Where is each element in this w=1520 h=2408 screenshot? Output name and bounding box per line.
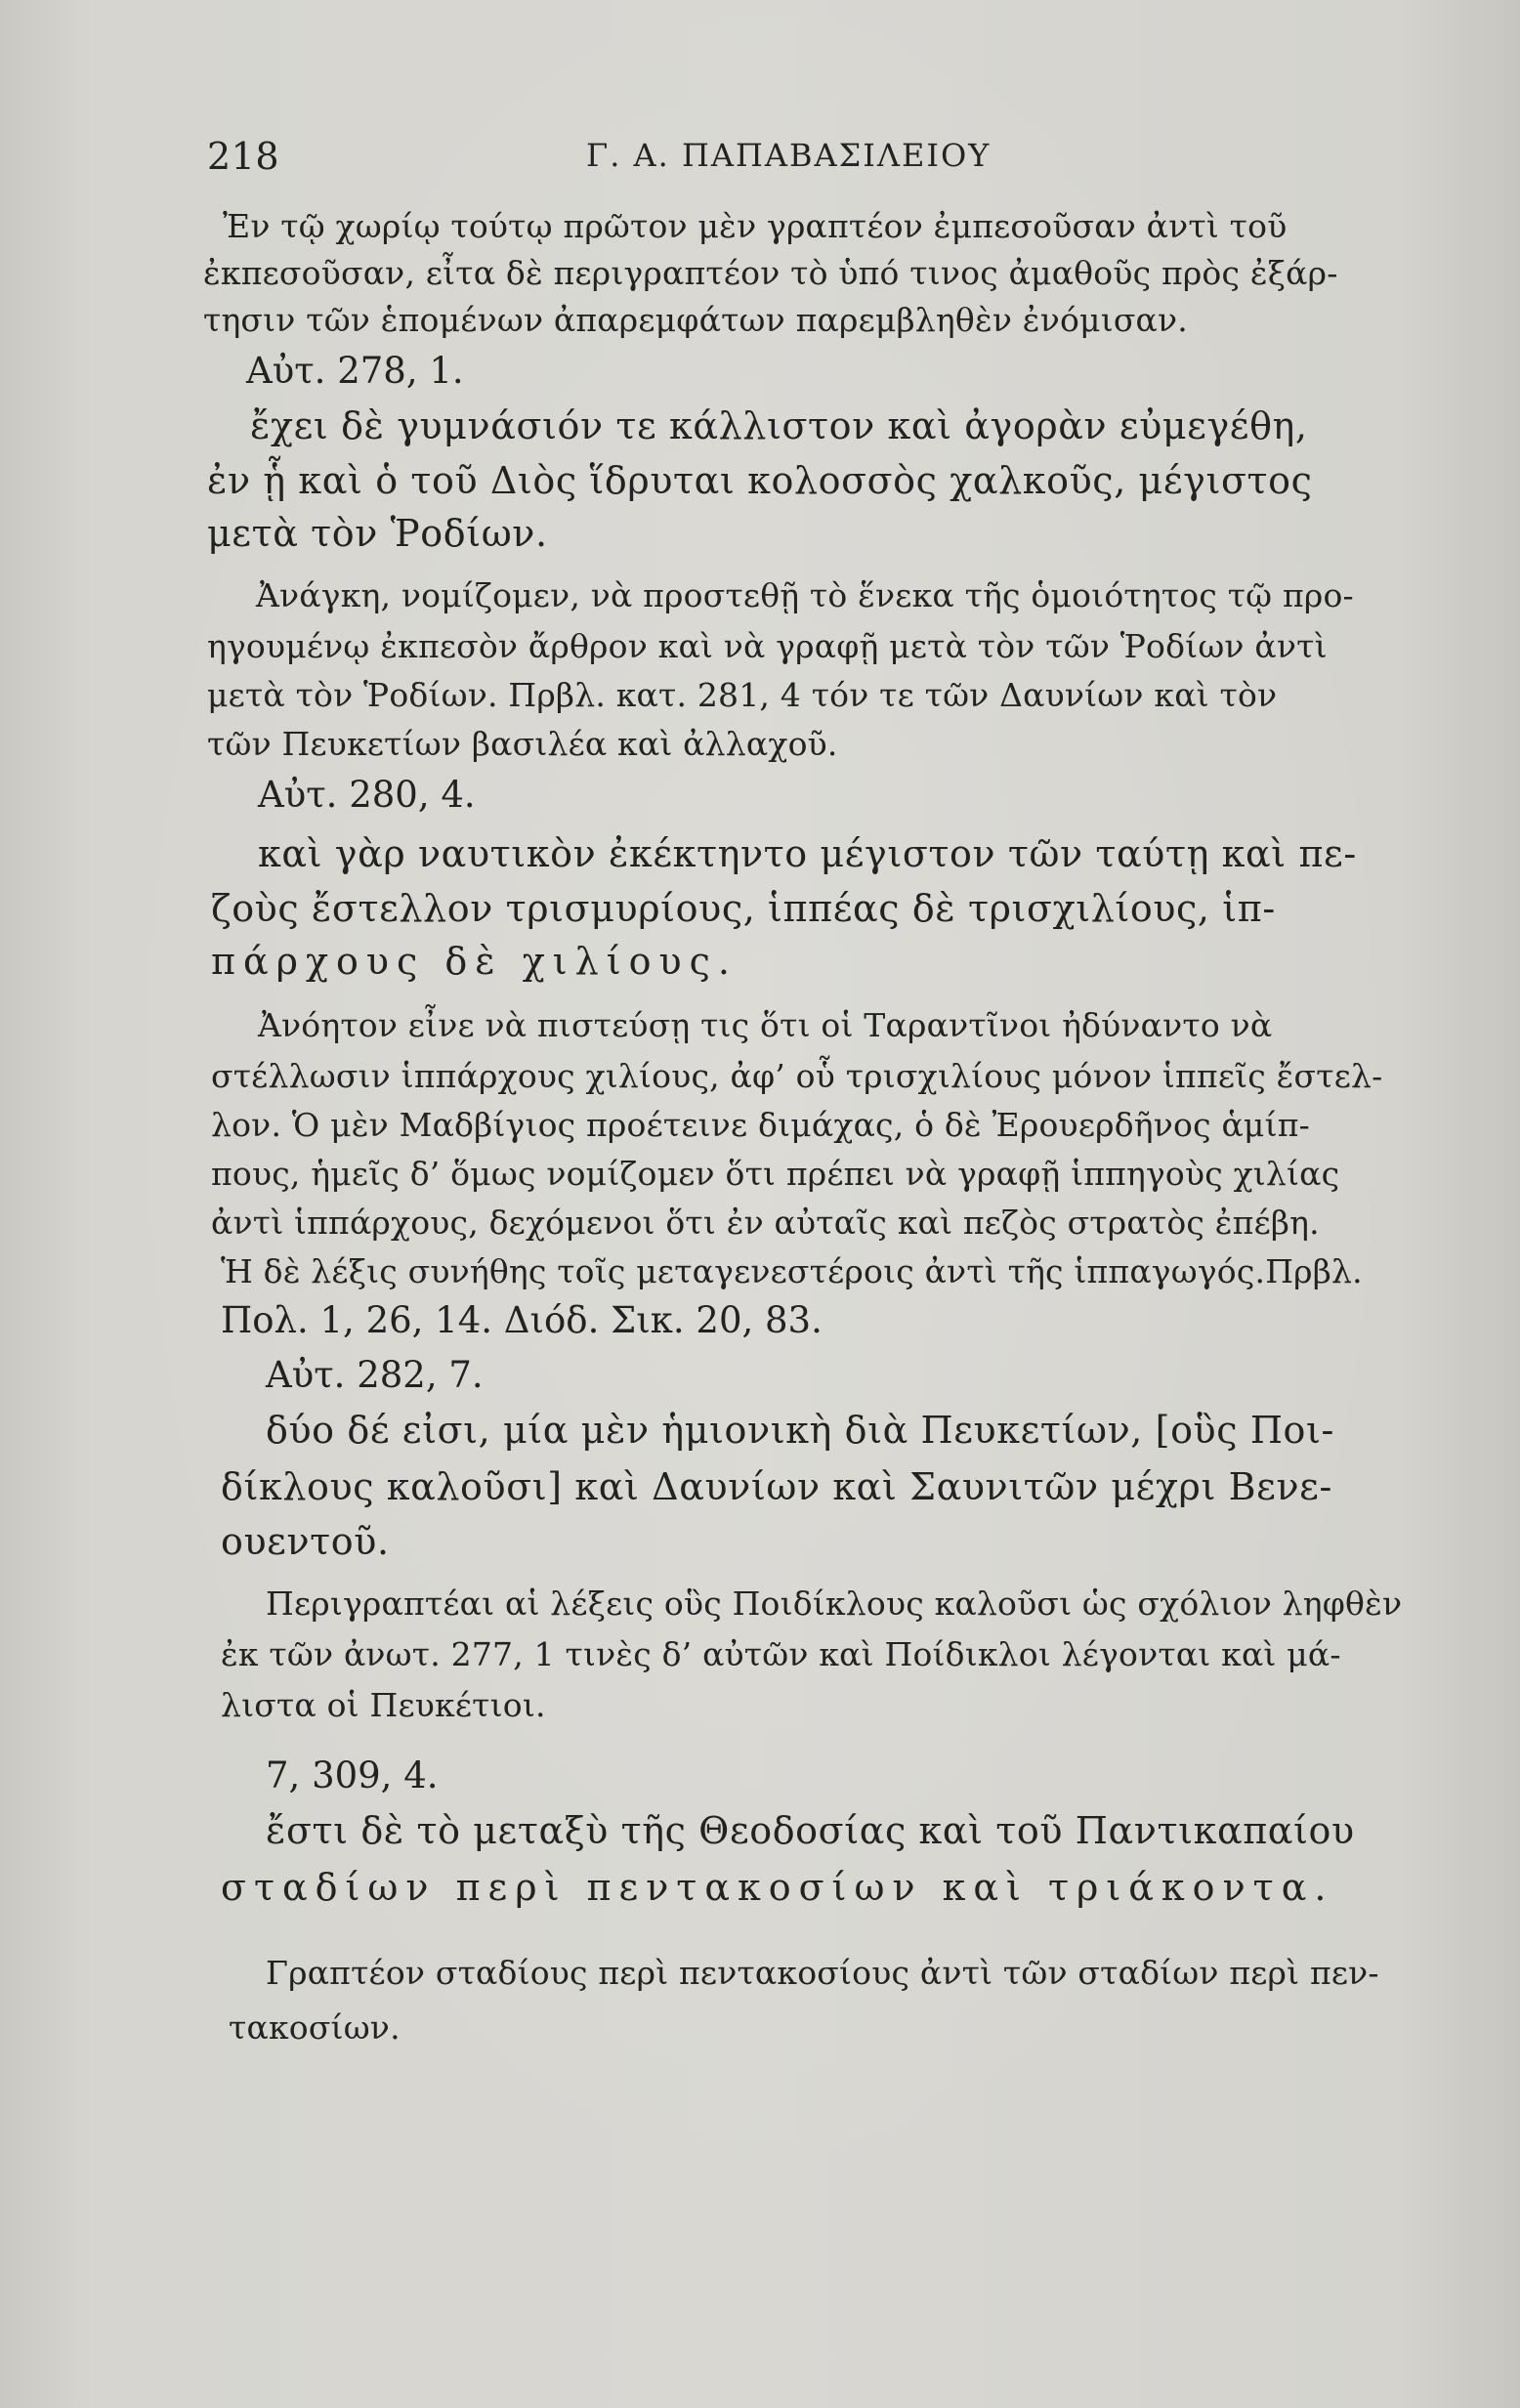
reference-line: Αὐτ. 282, 7. (266, 1354, 484, 1396)
page-header-title: Γ. Α. ΠΑΠΑΒΑΣΙΛΕΙΟΥ (586, 137, 992, 174)
text-line: Ἐν τῷ χωρίῳ τούτῳ πρῶτον μὲν γραπτέον ἐμπεσοῦσαν ἀντὶ τοῦ (223, 207, 1288, 245)
reference-line: Αὐτ. 280, 4. (258, 774, 476, 816)
quote-line: ἔστι δὲ τὸ μεταξὺ τῆς Θεοδοσίας καὶ τοῦ Παντικαπαίου (266, 1809, 1355, 1852)
running-head (207, 135, 1350, 184)
quote-line: μετὰ τὸν Ῥοδίων. (207, 512, 548, 555)
reference-line: Αὐτ. 278, 1. (246, 350, 464, 392)
quote-line: δίκλους καλοῦσι] καὶ Δαυνίων καὶ Σαυνιτῶν μέχρι Βενε- (221, 1465, 1332, 1508)
quote-line: ἐν ᾗ καὶ ὁ τοῦ Διὸς ἵδρυται κολοσσὸς χαλκοῦς, μέγιστος (207, 459, 1313, 502)
page-number: 218 (207, 135, 280, 178)
text-line: τῶν Πευκετίων βασιλέα καὶ ἀλλαχοῦ. (207, 725, 838, 763)
text-line: Περιγραπτέαι αἱ λέξεις οὓς Ποιδίκλους καλοῦσι ὡς σχόλιον ληφθὲν (266, 1584, 1403, 1623)
text-line: λον. Ὁ μὲν Μαδβίγιος προέτεινε διμάχας, ὁ δὲ Ἐρουερδῆνος ἁμίπ- (211, 1106, 1310, 1144)
quote-line: καὶ γὰρ ναυτικὸν ἐκέκτηντο μέγιστον τῶν ταύτῃ καὶ πε- (258, 832, 1357, 875)
text-line: ἐκπεσοῦσαν, εἶτα δὲ περιγραπτέον τὸ ὑπό τινος ἀμαθοῦς πρὸς ἐξάρ- (203, 254, 1338, 292)
quote-line: ζοὺς ἔστελλον τρισμυρίους, ἱππέας δὲ τρισχιλίους, ἱπ- (211, 887, 1276, 930)
text-line: πους, ἡμεῖς δ’ ὅμως νομίζομεν ὅτι πρέπει νὰ γραφῇ ἱππηγοὺς χιλίας (211, 1155, 1340, 1193)
text-line: τησιν τῶν ἑπομένων ἀπαρεμφάτων παρεμβληθὲν ἐνόμισαν. (203, 301, 1188, 339)
text-line: Ἀνάγκη, νομίζομεν, νὰ προστεθῇ τὸ ἕνεκα τῆς ὁμοιότητος τῷ προ- (256, 576, 1354, 614)
text-line: Γραπτέον σταδίους περὶ πεντακοσίους ἀντὶ τῶν σταδίων περὶ πεν- (266, 1954, 1379, 1992)
text-line: στέλλωσιν ἱππάρχους χιλίους, ἀφ’ οὗ τρισχιλίους μόνον ἱππεῖς ἔστελ- (211, 1057, 1383, 1095)
text-line: ηγουμένῳ ἐκπεσὸν ἄρθρον καὶ νὰ γραφῇ μετὰ τὸν τῶν Ῥοδίων ἀντὶ (207, 627, 1328, 665)
text-line: ἀντὶ ἱππάρχους, δεχόμενοι ὅτι ἐν αὐταῖς καὶ πεζὸς στρατὸς ἐπέβη. (211, 1204, 1320, 1242)
quote-line: ουεντοῦ. (221, 1520, 390, 1563)
quote-line: πάρχους δὲ χιλίους. (211, 940, 738, 983)
reference-line: 7, 309, 4. (266, 1754, 439, 1796)
reference-line: Πολ. 1, 26, 14. Διόδ. Σικ. 20, 83. (221, 1299, 823, 1341)
quote-line: σταδίων περὶ πεντακοσίων καὶ τριάκοντα. (221, 1866, 1334, 1909)
text-line: τακοσίων. (229, 2008, 401, 2047)
text-line: ἐκ τῶν ἀνωτ. 277, 1 τινὲς δ’ αὐτῶν καὶ Ποίδικλοι λέγονται καὶ μά- (221, 1635, 1341, 1673)
quote-line: ἔχει δὲ γυμνάσιόν τε κάλλιστον καὶ ἀγορὰν εὐμεγέθη, (250, 404, 1308, 447)
text-line: μετὰ τὸν Ῥοδίων. Πρβλ. κατ. 281, 4 τόν τε τῶν Δαυνίων καὶ τὸν (207, 676, 1278, 714)
text-line: λιστα οἱ Πευκέτιοι. (221, 1686, 546, 1724)
text-line: Ἀνόητον εἶνε νὰ πιστεύσῃ τις ὅτι οἱ Ταραντῖνοι ἠδύναντο νὰ (258, 1006, 1273, 1044)
quote-line: δύο δέ εἰσι, μία μὲν ἡμιονικὴ διὰ Πευκετίων, [οὓς Ποι- (266, 1409, 1334, 1452)
text-line: Ἡ δὲ λέξις συνήθης τοῖς μεταγενεστέροις ἀντὶ τῆς ἱππαγωγός.Πρβλ. (221, 1252, 1363, 1290)
